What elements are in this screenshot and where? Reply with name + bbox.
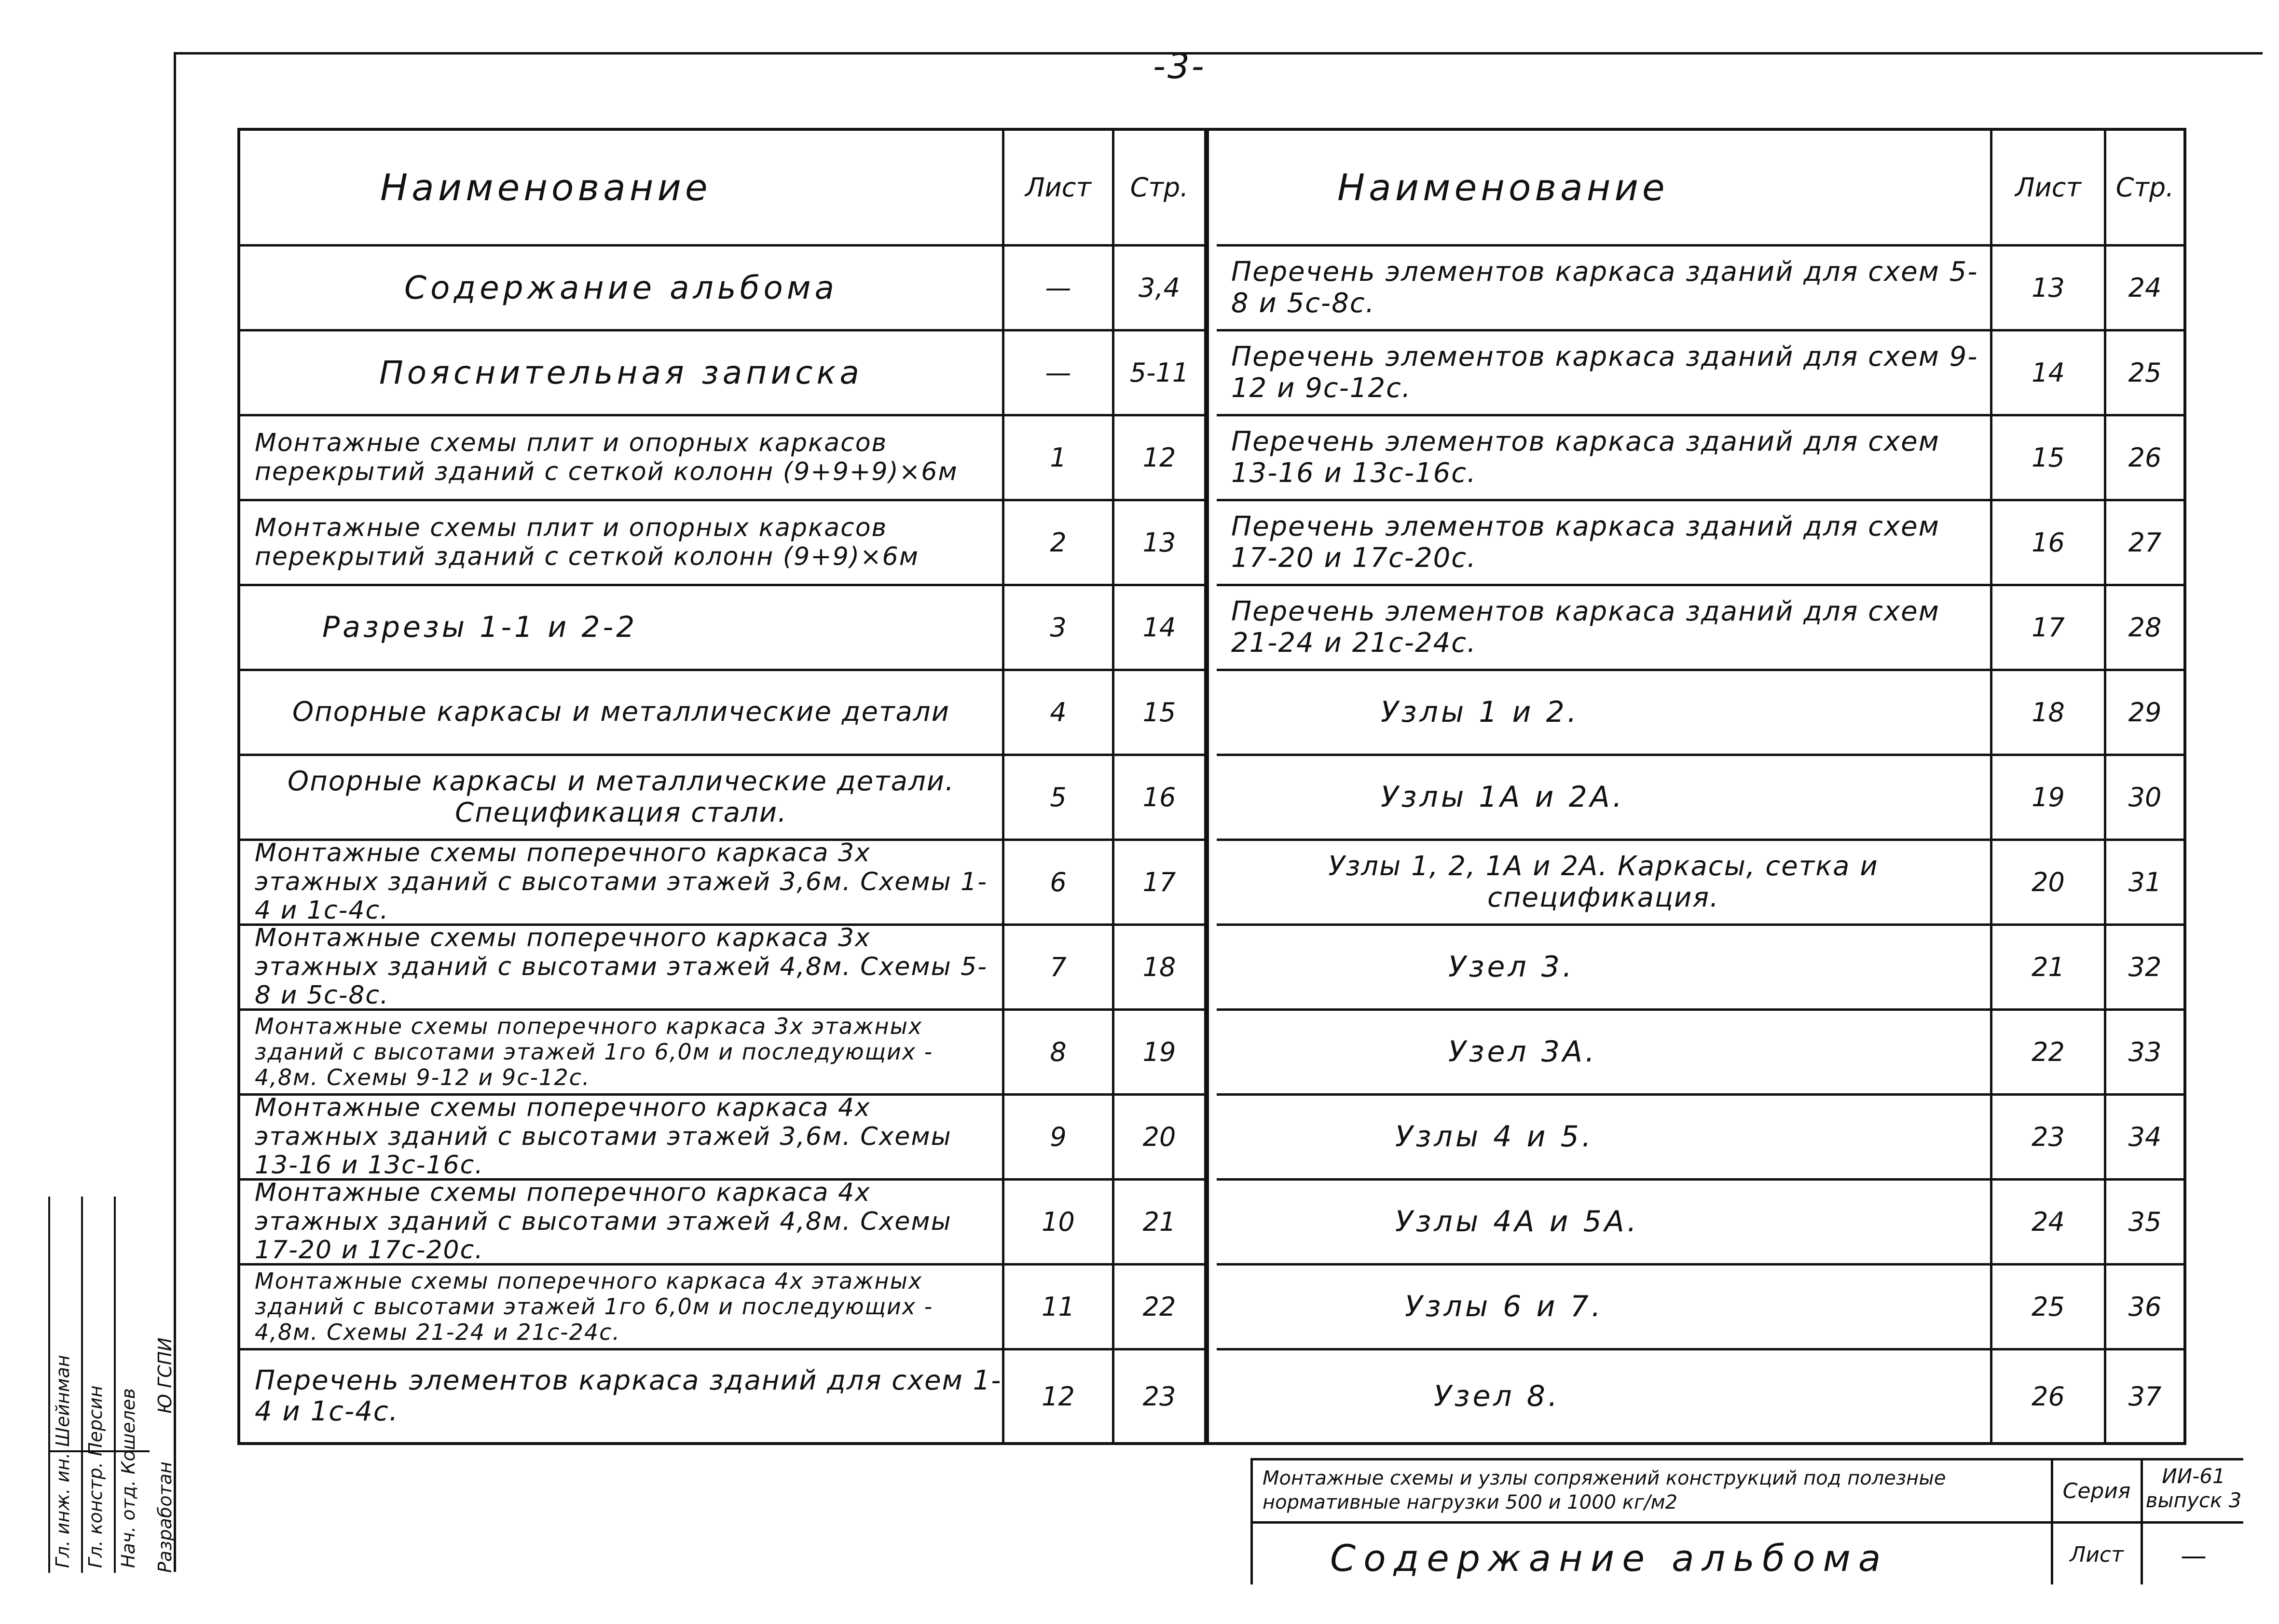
row-page: 26: [2128, 442, 2162, 473]
header-sheet: Лист: [1992, 131, 2106, 244]
row-page: 18: [1142, 952, 1176, 982]
row-sheet: 10: [1004, 1181, 1114, 1263]
row-sheet: 3: [1004, 586, 1114, 669]
row-page: 29: [2128, 697, 2162, 728]
row-name: Перечень элементов каркаса зданий для схем 21-24 и 21с-24с.: [1217, 586, 1992, 669]
row-sheet: 2: [1004, 501, 1114, 584]
stamp-line: [48, 1197, 50, 1573]
table-row: [240, 586, 1204, 671]
table-row: [1217, 841, 2183, 926]
row-page: 33: [2128, 1037, 2162, 1067]
row-sheet: 17: [1992, 586, 2106, 669]
row-name: Монтажные схемы поперечного каркаса 4х этажных зданий с высотами этажей 4,8м. Схемы 17-20 и 17с-20с.: [240, 1181, 1004, 1263]
row-sheet: —: [1004, 247, 1114, 329]
row-sheet: 13: [1992, 247, 2106, 329]
header-sheet: Лист: [1004, 131, 1114, 244]
row-page: 25: [2128, 358, 2162, 388]
table-row: [240, 1093, 1204, 1181]
table-row: [240, 1178, 1204, 1266]
row-sheet: 1: [1004, 416, 1114, 499]
document-title: Содержание альбома: [1330, 1537, 1889, 1580]
row-page: 14: [1142, 612, 1176, 643]
row-page: 3,4: [1139, 273, 1180, 303]
row-name: Монтажные схемы поперечного каркаса 3х этажных зданий с высотами этажей 1го 6,0м и последующих - 4,8м. Схемы 9-12 и 9с-12с.: [240, 1011, 1004, 1093]
header-page: Стр.: [2115, 172, 2174, 203]
stamp-row: Гл. констр. Персин: [85, 1385, 106, 1568]
title-block: [1250, 1458, 2243, 1584]
row-sheet: 18: [1992, 671, 2106, 754]
table-row: [240, 416, 1204, 501]
row-sheet: 21: [1992, 926, 2106, 1008]
row-page: 24: [2128, 273, 2162, 303]
row-name: Узлы 1, 2, 1А и 2А. Каркасы, сетка и спецификация.: [1217, 841, 1992, 923]
table-divider: [1204, 131, 1209, 1442]
row-sheet: 22: [1992, 1011, 2106, 1093]
row-sheet: 9: [1004, 1096, 1114, 1178]
row-name: Опорные каркасы и металлические детали: [240, 671, 1004, 754]
row-name: Узел 3.: [1217, 926, 1992, 1008]
contents-right-column: [1217, 131, 2183, 1442]
table-row: [1217, 1011, 2183, 1096]
row-sheet: 15: [1992, 416, 2106, 499]
row-sheet: 8: [1004, 1011, 1114, 1093]
stamp-row: Гл. инж. ин. Шейнман: [52, 1355, 73, 1568]
row-sheet: 16: [1992, 501, 2106, 584]
row-name: Узлы 4А и 5А.: [1217, 1181, 1992, 1263]
table-header-left: [240, 131, 1204, 247]
row-sheet: —: [1004, 331, 1114, 414]
row-name: Монтажные схемы поперечного каркаса 4х этажных зданий с высотами этажей 3,6м. Схемы 13-16 и 13с-16с.: [240, 1096, 1004, 1178]
row-sheet: 20: [1992, 841, 2106, 923]
row-sheet: 25: [1992, 1266, 2106, 1348]
row-sheet: 24: [1992, 1181, 2106, 1263]
row-page: 37: [2128, 1381, 2162, 1412]
row-page: 27: [2128, 527, 2162, 558]
row-name: Монтажные схемы плит и опорных каркасов перекрытий зданий с сеткой колонн (9+9)×6м: [240, 501, 1004, 584]
approval-stamp: [48, 1197, 193, 1573]
row-page: 31: [2128, 867, 2162, 897]
row-name: Узел 8.: [1217, 1350, 1992, 1442]
row-page: 30: [2128, 782, 2162, 812]
row-sheet: 11: [1004, 1266, 1114, 1348]
table-row: [240, 1266, 1204, 1350]
row-page: 20: [1142, 1122, 1176, 1152]
row-name: Монтажные схемы поперечного каркаса 4х этажных зданий с высотами этажей 1го 6,0м и последующих - 4,8м. Схемы 21-24 и 21с-24с.: [240, 1266, 1004, 1348]
row-sheet: 23: [1992, 1096, 2106, 1178]
table-row: [1217, 926, 2183, 1011]
table-row: [240, 838, 1204, 926]
row-sheet: 19: [1992, 756, 2106, 839]
approval-stamp-content: [48, 1197, 193, 1573]
table-row: [1217, 1266, 2183, 1350]
table-row: [1217, 1096, 2183, 1181]
contents-left-column: [240, 131, 1204, 1442]
row-name: Перечень элементов каркаса зданий для схем 17-20 и 17с-20с.: [1217, 501, 1992, 584]
row-page: 13: [1142, 527, 1176, 558]
table-row: [240, 331, 1204, 416]
row-name: Узлы 1 и 2.: [1217, 671, 1992, 754]
table-row: [240, 247, 1204, 331]
row-name: Монтажные схемы поперечного каркаса 3х этажных зданий с высотами этажей 3,6м. Схемы 1-4 и 1с-4с.: [240, 841, 1004, 923]
row-sheet: 5: [1004, 756, 1114, 839]
row-name: Опорные каркасы и металлические детали. Спецификация стали.: [240, 756, 1004, 839]
title-block-description: Монтажные схемы и узлы сопряжений конструкций под полезные нормативные нагрузки 500 и 1000 кг/м2: [1263, 1467, 1946, 1514]
title-block-divider: [1253, 1521, 2243, 1524]
row-page: 28: [2128, 612, 2162, 643]
row-page: 16: [1142, 782, 1176, 812]
row-name: Пояснительная записка: [240, 331, 1004, 414]
row-sheet: 26: [1992, 1350, 2106, 1442]
row-sheet: 12: [1004, 1350, 1114, 1442]
row-page: 23: [1142, 1381, 1176, 1412]
row-name: Содержание альбома: [240, 247, 1004, 329]
table-row: [1217, 756, 2183, 841]
row-name: Монтажные схемы плит и опорных каркасов перекрытий зданий с сеткой колонн (9+9+9)×6м: [240, 416, 1004, 499]
row-page: 21: [1142, 1207, 1176, 1237]
row-page: 19: [1142, 1037, 1176, 1067]
row-page: 17: [1142, 867, 1176, 897]
table-row: [1217, 501, 2183, 586]
row-name: Перечень элементов каркаса зданий для схем 1-4 и 1с-4с.: [240, 1350, 1004, 1442]
frame-top-line: [174, 52, 2263, 55]
row-name: Монтажные схемы поперечного каркаса 3х этажных зданий с высотами этажей 4,8м. Схемы 5-8 и 5с-8с.: [240, 926, 1004, 1008]
row-name: Узлы 6 и 7.: [1217, 1266, 1992, 1348]
table-row: [240, 756, 1204, 841]
row-name: Перечень элементов каркаса зданий для схем 5-8 и 5с-8с.: [1217, 247, 1992, 329]
sheet-value: —: [2181, 1541, 2207, 1571]
table-row: [1217, 586, 2183, 671]
header-name: Наименование: [1217, 131, 1992, 244]
row-page: 32: [2128, 952, 2162, 982]
row-page: 36: [2128, 1292, 2162, 1322]
table-row: [240, 1350, 1204, 1442]
table-row: [1217, 331, 2183, 416]
table-row: [240, 1011, 1204, 1096]
series-value: ИИ-61 выпуск 3: [2145, 1464, 2242, 1513]
row-sheet: 6: [1004, 841, 1114, 923]
row-sheet: 4: [1004, 671, 1114, 754]
page-number: -3-: [1153, 46, 1206, 86]
row-sheet: 7: [1004, 926, 1114, 1008]
row-sheet: 14: [1992, 331, 2106, 414]
row-page: 15: [1142, 697, 1176, 728]
table-row: [1217, 1350, 2183, 1442]
table-row: [240, 923, 1204, 1011]
table-row: [1217, 247, 2183, 331]
header-name: Наименование: [240, 131, 1004, 244]
row-name: Узел 3А.: [1217, 1011, 1992, 1093]
header-page: Стр.: [1130, 172, 1189, 203]
row-page: 35: [2128, 1207, 2162, 1237]
row-page: 22: [1142, 1292, 1176, 1322]
contents-table: [237, 128, 2186, 1445]
table-row: [1217, 416, 2183, 501]
table-row: [1217, 1181, 2183, 1266]
table-header-right: [1217, 131, 2183, 247]
table-row: [240, 501, 1204, 586]
row-name: Узлы 1А и 2А.: [1217, 756, 1992, 839]
row-name: Перечень элементов каркаса зданий для схем 9-12 и 9с-12с.: [1217, 331, 1992, 414]
row-name: Разрезы 1-1 и 2-2: [240, 586, 1004, 669]
row-name: Перечень элементов каркаса зданий для схем 13-16 и 13с-16с.: [1217, 416, 1992, 499]
series-label: Серия: [2062, 1479, 2131, 1503]
stamp-row: Нач. отд. Кошелев: [118, 1388, 139, 1568]
stamp-developer: Разработан: [154, 1461, 176, 1573]
row-name: Узлы 4 и 5.: [1217, 1096, 1992, 1178]
sheet-label: Лист: [2070, 1542, 2124, 1567]
row-page: 12: [1142, 442, 1176, 473]
table-row: [1217, 671, 2183, 756]
row-page: 34: [2128, 1122, 2162, 1152]
table-row: [240, 671, 1204, 756]
stamp-organization: Ю ГСПИ: [154, 1337, 176, 1414]
row-page: 5-11: [1129, 358, 1189, 388]
